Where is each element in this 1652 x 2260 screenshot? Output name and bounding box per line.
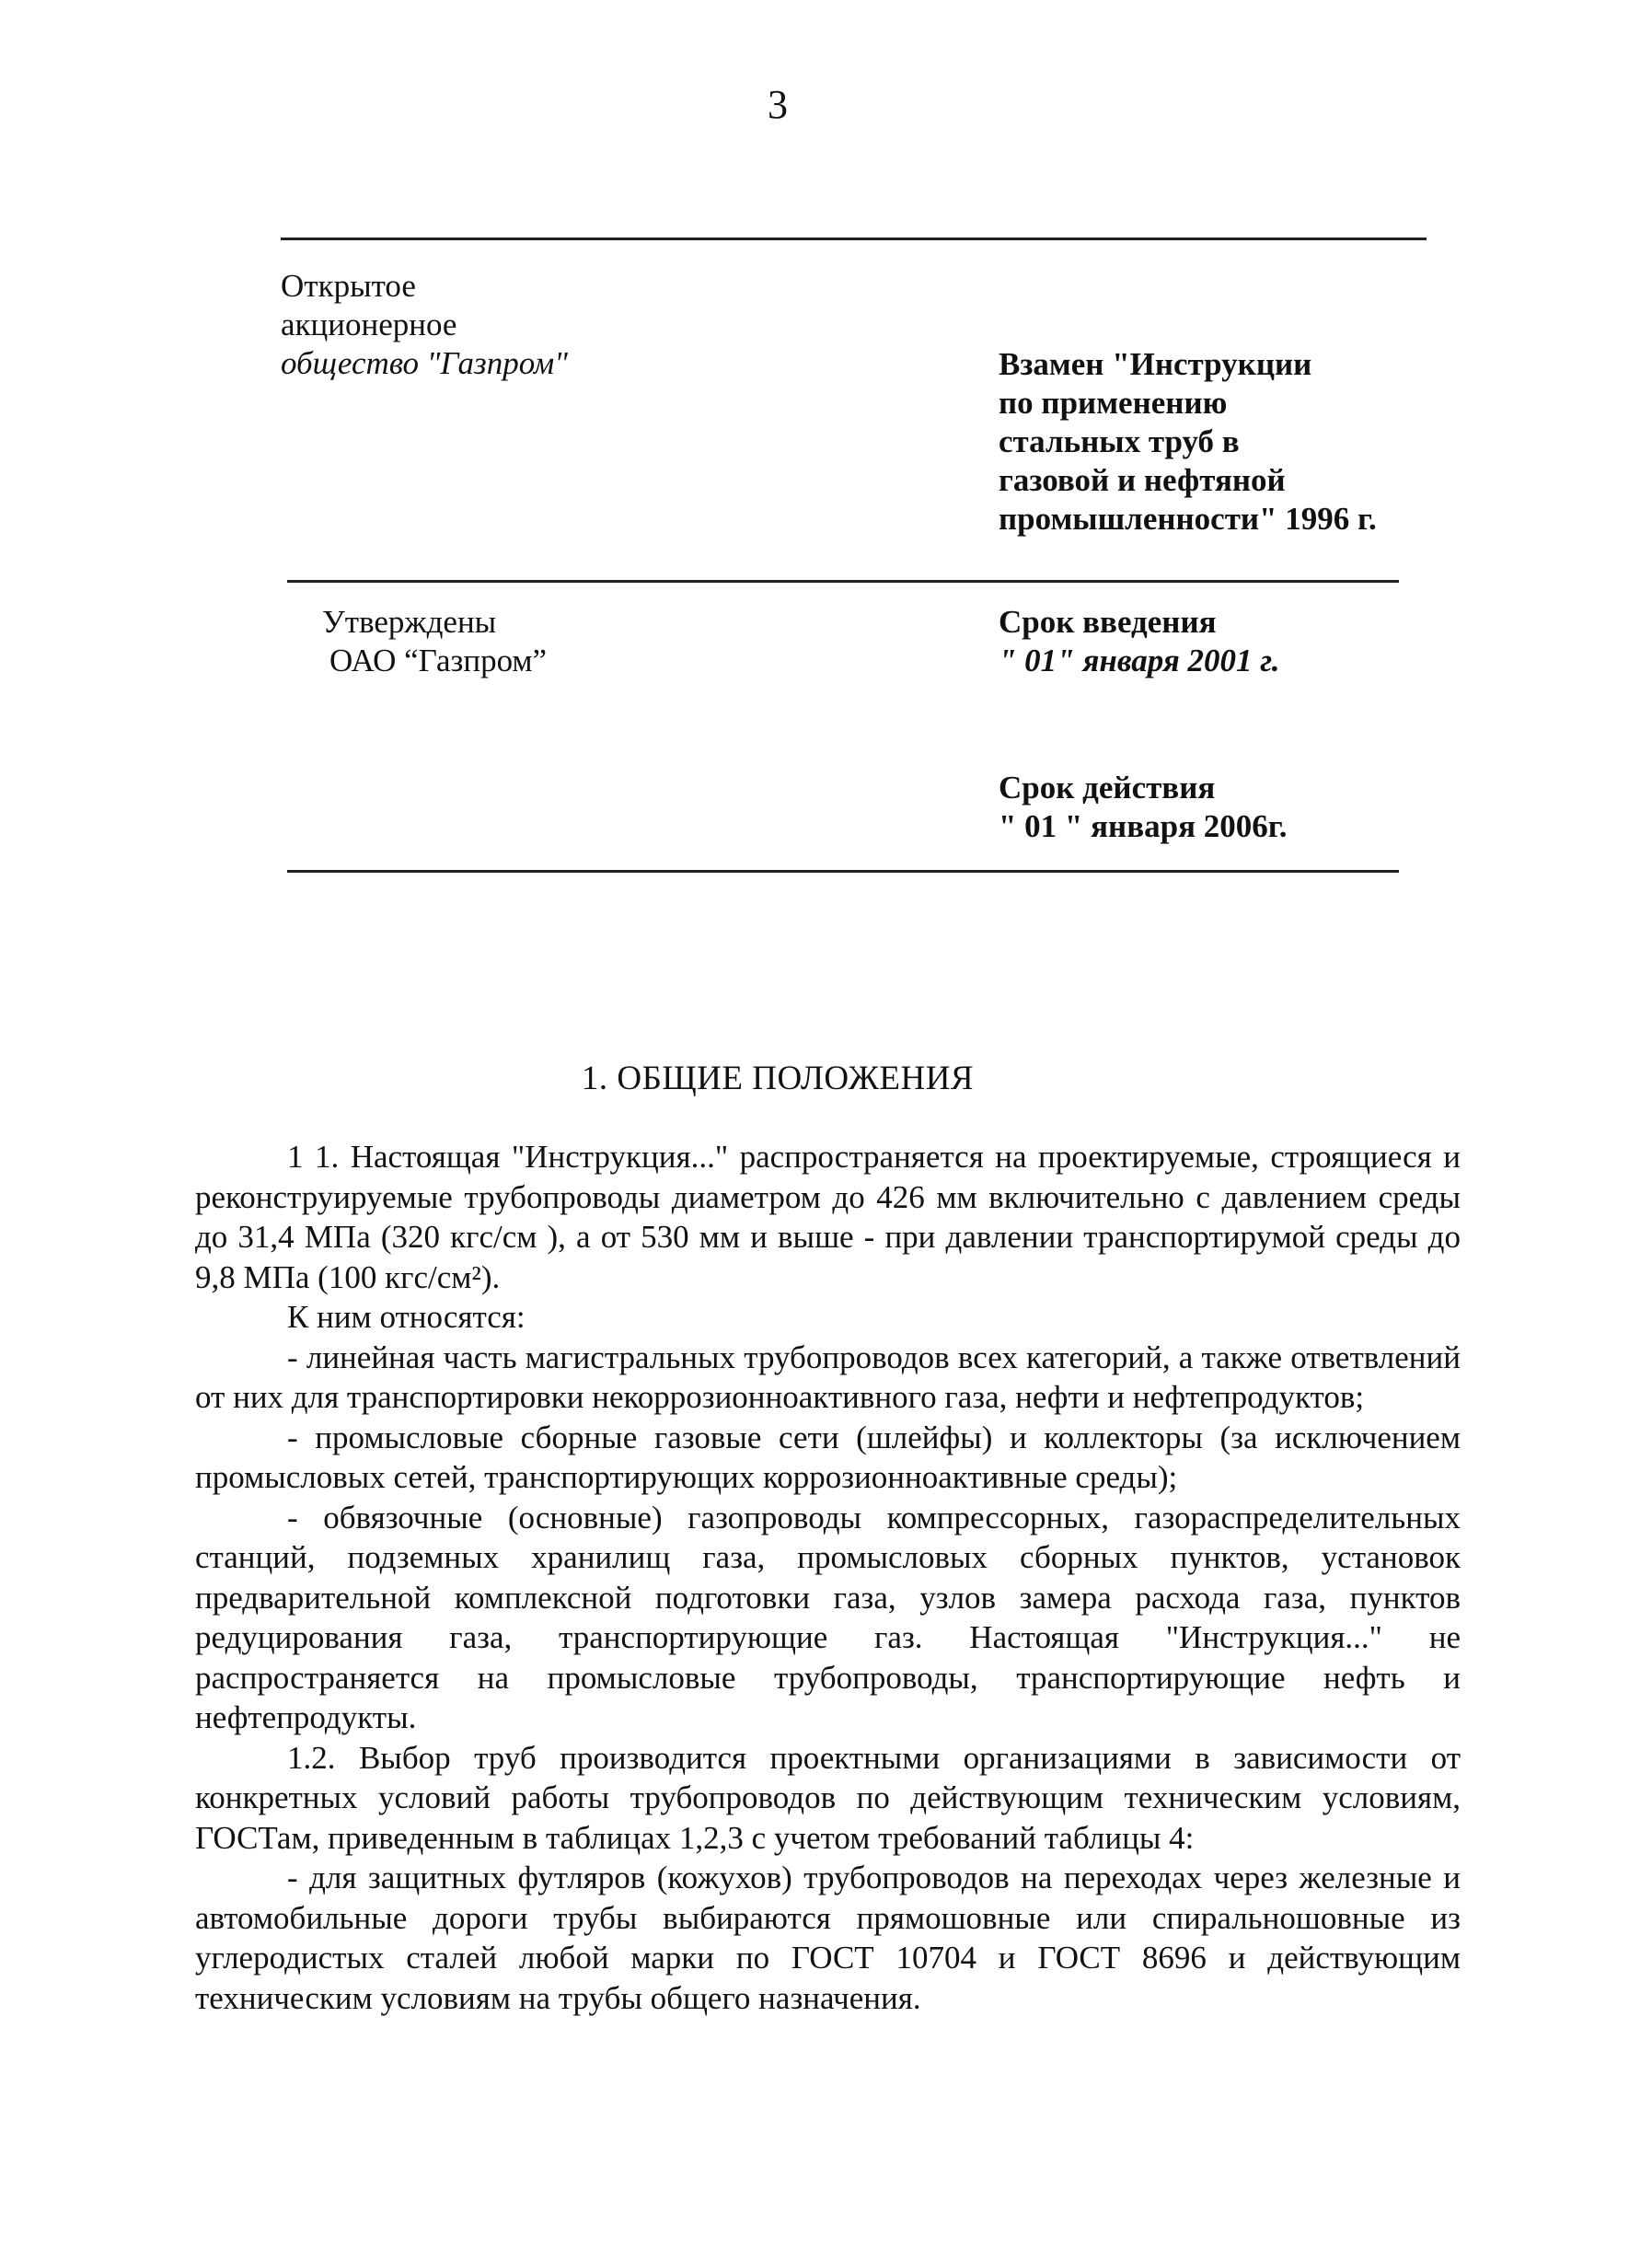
section-body [195,1137,1461,2018]
paragraph-item-field-networks: - промысловые сборные газовые сети (шлейфы) и коллекторы (за исключением промысловых сетей, транспортирующих коррозионноактивные среды); [195,1419,1461,1495]
header-bottom-rule [287,870,1399,873]
replaces-block [999,345,1377,539]
paragraph-item-piping: - обвязочные (основные) газопроводы компрессорных, газораспределительных станций, подземных хранилищ газа, промысловых сборных пунктов, установок предварительной комплексной подготовки газа, узлов замера расхода газа, пунктов редуцирования газа, транспортирующие газ. Настоящая "Инструкция..." не распространяется на промысловые трубопроводы, транспортирующие нефть и нефтепродукты. [195,1499,1461,1735]
organization-line-3: общество "Газпром" [281,345,568,381]
replaces-line-2: по применению [999,385,1228,421]
validity-date-block [999,769,1287,846]
validity-date-value: " 01 " января 2006г. [999,808,1288,844]
approved-line-2: ОАО “Газпром” [329,643,548,678]
paragraph-1-2: 1.2. Выбор труб производится проектными организациями в зависимости от конкретных условий работы трубопроводов по действующим техническим условиям, ГОСТам, приведенным в таблицах 1,2,3 с учетом требований таблицы 4: [195,1739,1461,1856]
approved-block [322,603,547,680]
effective-date-label: Срок введения [999,604,1217,640]
header-middle-rule [287,580,1399,583]
section-title: 1. ОБЩИЕ ПОЛОЖЕНИЯ [581,1060,975,1097]
paragraph-list-intro: К ним относятся: [287,1299,526,1335]
paragraph-1-1: 1 1. Настоящая "Инструкция..." распространяется на проектируемые, строящиеся и реконструируемые трубопроводы диаметром до 426 мм включительно с давлением среды до 31,4 МПа (320 кгс/см ), а от 530 мм и выше - при давлении транспортирумой среды до 9,8 МПа (100 кгс/см²). [195,1139,1461,1295]
page-number: 3 [768,82,788,127]
paragraph-item-linear: - линейная часть магистральных трубопроводов всех категорий, а также ответвлений от них для транспортировки некоррозионноактивного газа, нефти и нефтепродуктов; [195,1339,1461,1415]
validity-date-label: Срок действия [999,770,1216,805]
organization-line-2: акционерное [281,307,457,342]
approved-line-1: Утверждены [322,604,497,640]
paragraph-item-casings: - для защитных футляров (кожухов) трубопроводов на переходах через железные и автомобильные дороги трубы выбираются прямошовные или спиральношовные из углеродистых сталей любой марки по ГОСТ 10704 и ГОСТ 8696 и действующим техническим условиям на трубы общего назначения. [195,1860,1461,2016]
organization-line-1: Открытое [281,268,416,304]
replaces-line-3: стальных труб в [999,423,1240,459]
header-top-rule [281,238,1427,240]
replaces-line-4: газовой и нефтяной [999,462,1286,498]
replaces-line-1: Взамен "Инструкции [999,346,1312,382]
effective-date-value: " 01" января 2001 г. [999,643,1280,678]
effective-date-block [999,603,1280,680]
replaces-line-5: промышленности" 1996 г. [999,501,1377,537]
organization-block [281,267,568,383]
